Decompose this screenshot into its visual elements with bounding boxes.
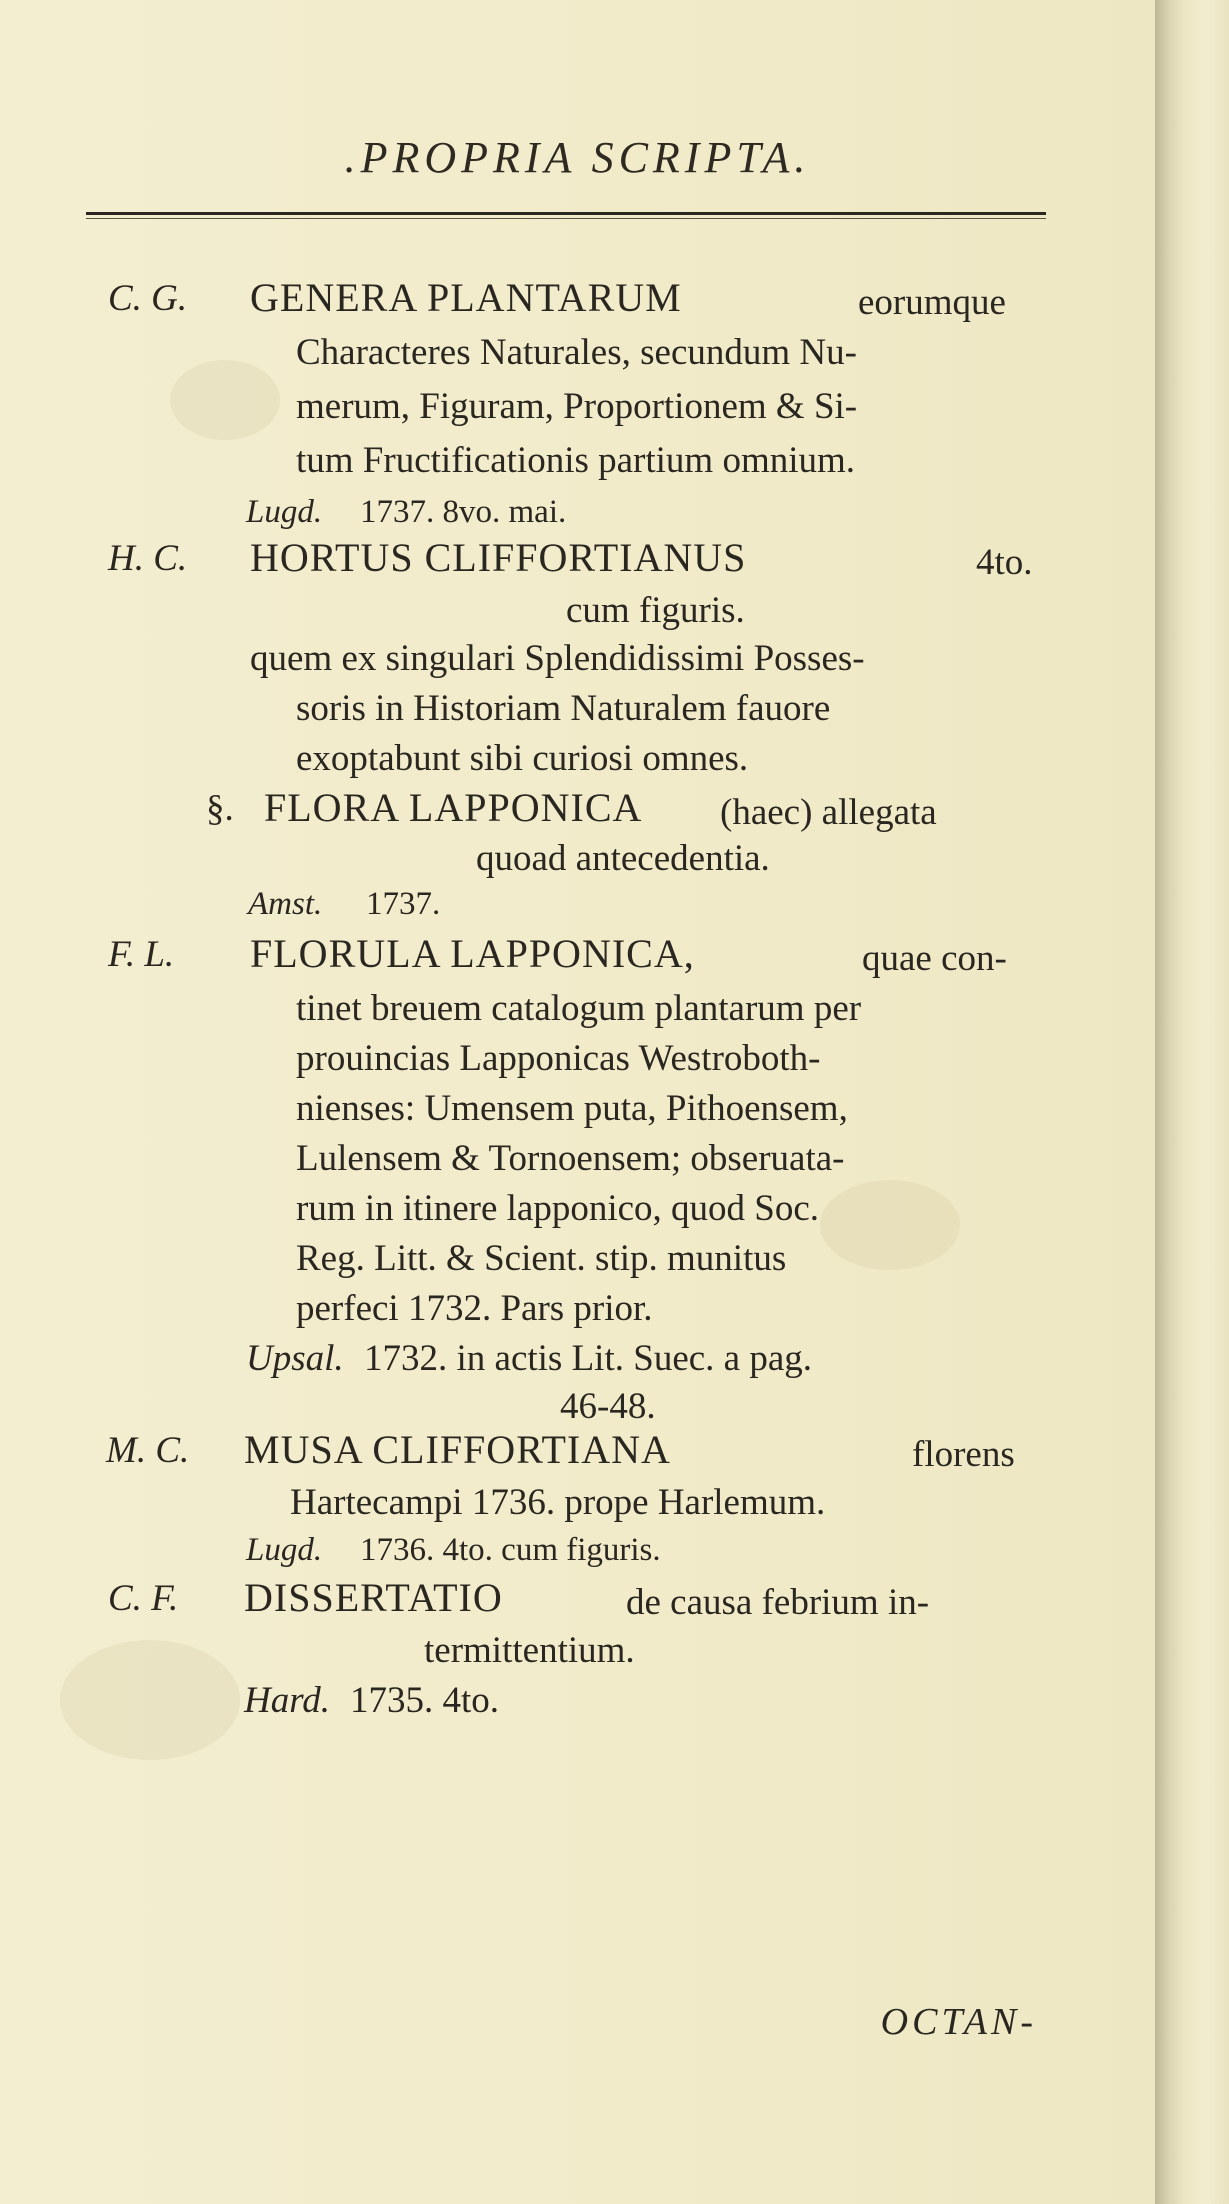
entry-line: Lulensem & Tornoensem; obseruata-	[296, 1138, 845, 1179]
paper-stain	[820, 1180, 960, 1270]
entry-siglum: §.	[206, 788, 234, 829]
entry-siglum: M. C.	[106, 1430, 190, 1471]
entry-siglum: F. L.	[108, 934, 175, 975]
entry-line: merum, Figuram, Proportionem & Si-	[296, 386, 858, 427]
imprint-continuation: 46-48.	[560, 1386, 656, 1427]
entry-line: rum in itinere lapponico, quod Soc.	[296, 1188, 820, 1229]
entry-line: quoad antecedentia.	[476, 838, 770, 879]
imprint-place: Lugd.	[246, 1532, 323, 1568]
header-rule-thin	[86, 218, 1046, 219]
paper-stain	[60, 1640, 240, 1760]
entry-line: tinet breuem catalogum plantarum per	[296, 988, 862, 1029]
entry-siglum: H. C.	[108, 538, 188, 579]
entry-line: eorumque	[858, 282, 1006, 323]
entry-title: DISSERTATIO	[244, 1575, 503, 1620]
catchword: OCTAN-	[880, 2001, 1037, 2043]
entry-title: GENERA PLANTARUM	[250, 275, 682, 320]
entry-line: termittentium.	[424, 1630, 635, 1671]
imprint-detail: 1737.	[366, 886, 441, 922]
imprint-place: Hard.	[244, 1680, 330, 1721]
imprint-place: Lugd.	[246, 494, 323, 530]
paper-stain	[170, 360, 280, 440]
entry-siglum: C. F.	[108, 1578, 179, 1619]
entry-line: nienses: Umensem puta, Pithoensem,	[296, 1088, 848, 1129]
entry-line: de causa febrium in-	[626, 1582, 930, 1623]
entry-line: Characteres Naturales, secundum Nu-	[296, 332, 857, 373]
entry-title: MUSA CLIFFORTIANA	[244, 1427, 671, 1472]
imprint-detail: 1737. 8vo. mai.	[360, 494, 567, 530]
imprint-place: Upsal.	[246, 1338, 344, 1379]
entry-line: prouincias Lapponicas Westroboth-	[296, 1038, 821, 1079]
entry-line: 4to.	[976, 542, 1033, 583]
running-title: .PROPRIA SCRIPTA.	[344, 133, 811, 182]
entry-siglum: C. G.	[108, 278, 188, 319]
entry-line: exoptabunt sibi curiosi omnes.	[296, 738, 749, 779]
entry-line: soris in Historiam Naturalem fauore	[296, 688, 831, 729]
imprint-detail: 1735. 4to.	[350, 1680, 500, 1721]
imprint-detail: 1732. in actis Lit. Suec. a pag.	[364, 1338, 813, 1379]
entry-line: quae con-	[862, 938, 1007, 979]
imprint-detail: 1736. 4to. cum figuris.	[360, 1532, 661, 1568]
entry-line: (haec) allegata	[720, 792, 937, 833]
page-gutter	[1155, 0, 1229, 2204]
entry-title: FLORA LAPPONICA	[264, 785, 643, 830]
entry-line: Hartecampi 1736. prope Harlemum.	[290, 1482, 826, 1523]
entry-line: quem ex singulari Splendidissimi Posses-	[250, 638, 865, 679]
entry-line: perfeci 1732. Pars prior.	[296, 1288, 653, 1329]
entry-line: cum figuris.	[566, 590, 745, 631]
header-rule	[86, 212, 1046, 215]
entry-line: tum Fructificationis partium omnium.	[296, 440, 856, 481]
entry-title: HORTUS CLIFFORTIANUS	[250, 535, 747, 580]
entry-line: florens	[912, 1434, 1015, 1475]
imprint-place: Amst.	[248, 886, 323, 922]
entry-line: Reg. Litt. & Scient. stip. munitus	[296, 1238, 787, 1279]
entry-title: FLORULA LAPPONICA,	[250, 931, 695, 976]
